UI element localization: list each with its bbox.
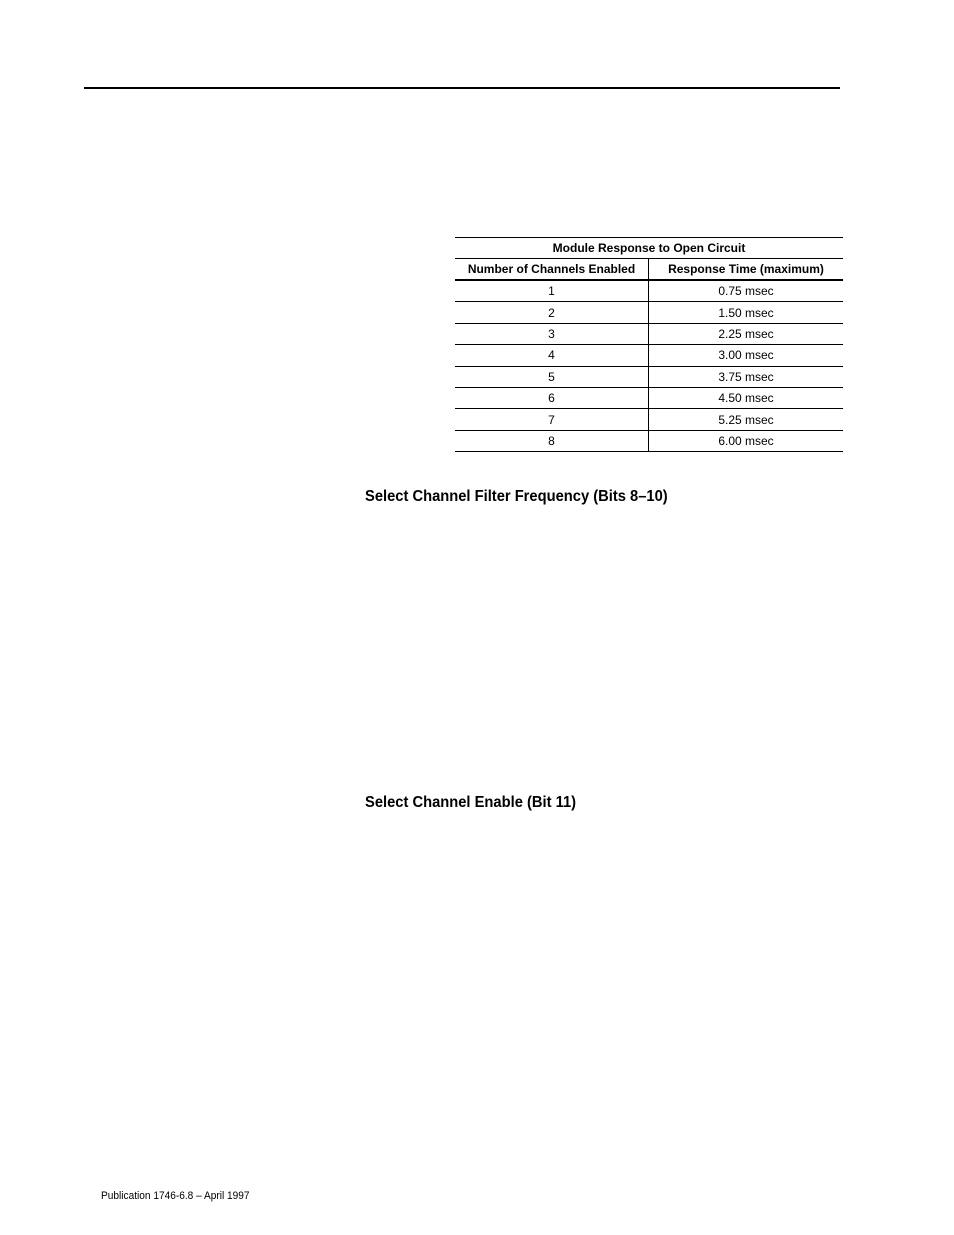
column-header-channels: Number of Channels Enabled <box>455 259 649 280</box>
response-time-cell: 0.75 msec <box>649 280 844 302</box>
column-header-response-time: Response Time (maximum) <box>649 259 844 280</box>
filter-frequency-heading: Select Channel Filter Frequency (Bits 8–10) <box>365 488 668 505</box>
channels-cell: 1 <box>455 280 649 302</box>
response-time-cell: 5.25 msec <box>649 409 844 430</box>
table-row <box>455 366 843 387</box>
channels-cell: 8 <box>455 430 649 451</box>
table-row <box>455 280 843 302</box>
open-circuit-response-table <box>455 237 843 452</box>
response-time-cell: 6.00 msec <box>649 430 844 451</box>
channels-cell: 5 <box>455 366 649 387</box>
response-time-cell: 3.75 msec <box>649 366 844 387</box>
table-title: Module Response to Open Circuit <box>455 237 843 259</box>
response-time-cell: 4.50 msec <box>649 387 844 408</box>
channels-cell: 4 <box>455 345 649 366</box>
table-row <box>455 387 843 408</box>
channels-cell: 3 <box>455 323 649 344</box>
channels-cell: 2 <box>455 302 649 323</box>
table-row <box>455 323 843 344</box>
response-time-cell: 3.00 msec <box>649 345 844 366</box>
response-time-cell: 1.50 msec <box>649 302 844 323</box>
table-row <box>455 302 843 323</box>
response-time-cell: 2.25 msec <box>649 323 844 344</box>
channel-enable-heading: Select Channel Enable (Bit 11) <box>365 794 577 811</box>
publication-footer: Publication 1746-6.8 – April 1997 <box>101 1190 250 1202</box>
table-header-row <box>455 259 843 280</box>
channels-cell: 6 <box>455 387 649 408</box>
response-table-container <box>455 237 843 452</box>
table-row <box>455 430 843 451</box>
table-row <box>455 345 843 366</box>
header-rule <box>84 87 840 89</box>
channels-cell: 7 <box>455 409 649 430</box>
table-row <box>455 409 843 430</box>
